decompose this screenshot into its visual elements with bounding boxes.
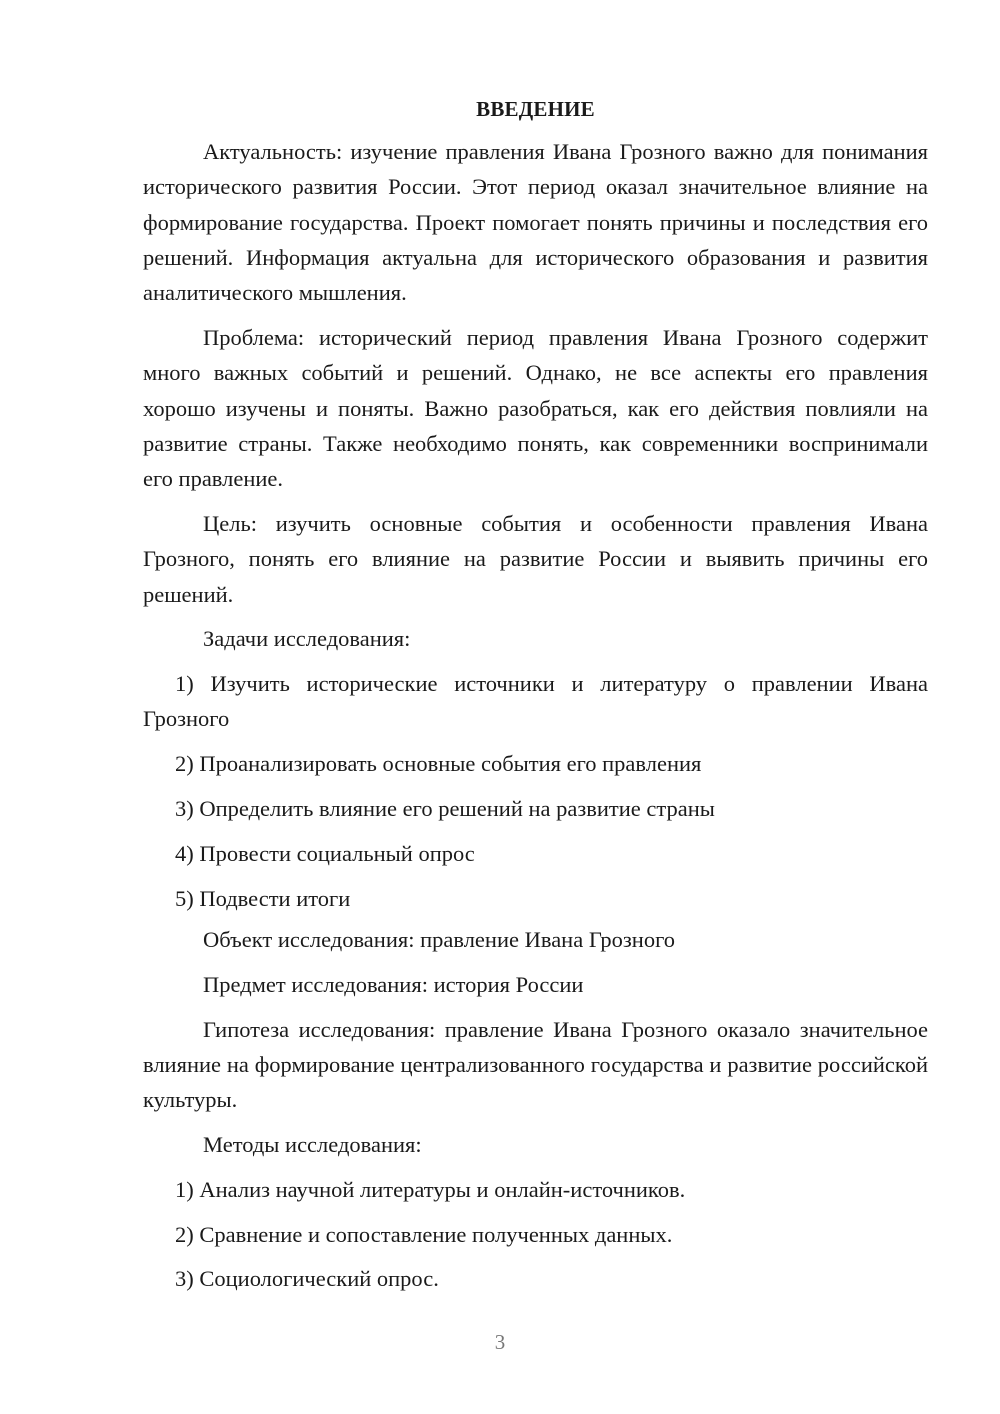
page-number: 3 xyxy=(494,1330,506,1354)
relevance-paragraph: Актуальность: изучение правления Ивана Грозного важно для понимания исторического развития России. Этот период оказал значительное влияние на формирование государства. Проект помогает понять причины и последствия его решений. Информация актуальна для исторического образования и развития аналитического мышления. xyxy=(143,139,928,306)
research-subject: Предмет исследования: история России xyxy=(203,971,584,997)
research-object: Объект исследования: правление Ивана Грозного xyxy=(203,926,676,952)
method-item-3: 3) Социологический опрос. xyxy=(175,1266,439,1292)
tasks-heading: Задачи исследования: xyxy=(203,626,411,652)
goal-paragraph: Цель: изучить основные события и особенности правления Ивана Грозного, понять его влияние на развитие России и выявить причины его решений. xyxy=(143,510,928,607)
section-title: ВВЕДЕНИЕ xyxy=(476,97,595,121)
task-item-5: 5) Подвести итоги xyxy=(175,885,351,911)
method-item-1: 1) Анализ научной литературы и онлайн-источников. xyxy=(175,1176,686,1202)
task-item-2: 2) Проанализировать основные события его правления xyxy=(175,751,702,777)
task-item-1: 1) Изучить исторические источники и литературу о правлении Ивана Грозного xyxy=(143,671,928,732)
task-item-3: 3) Определить влияние его решений на развитие страны xyxy=(175,796,715,822)
hypothesis-paragraph: Гипотеза исследования: правление Ивана Грозного оказало значительное влияние на формирование централизованного государства и развитие российской культуры. xyxy=(143,1016,928,1113)
methods-heading: Методы исследования: xyxy=(203,1131,422,1157)
task-item-4: 4) Провести социальный опрос xyxy=(175,840,475,866)
document-page xyxy=(143,94,928,1306)
problem-paragraph: Проблема: исторический период правления Ивана Грозного содержит много важных событий и решений. Однако, не все аспекты его правления хорошо изучены и поняты. Важно разобраться, как его действия повлияли на развитие страны. Также необходимо понять, как современники воспринимали его правление. xyxy=(143,324,928,492)
method-item-2: 2) Сравнение и сопоставление полученных данных. xyxy=(175,1221,673,1247)
